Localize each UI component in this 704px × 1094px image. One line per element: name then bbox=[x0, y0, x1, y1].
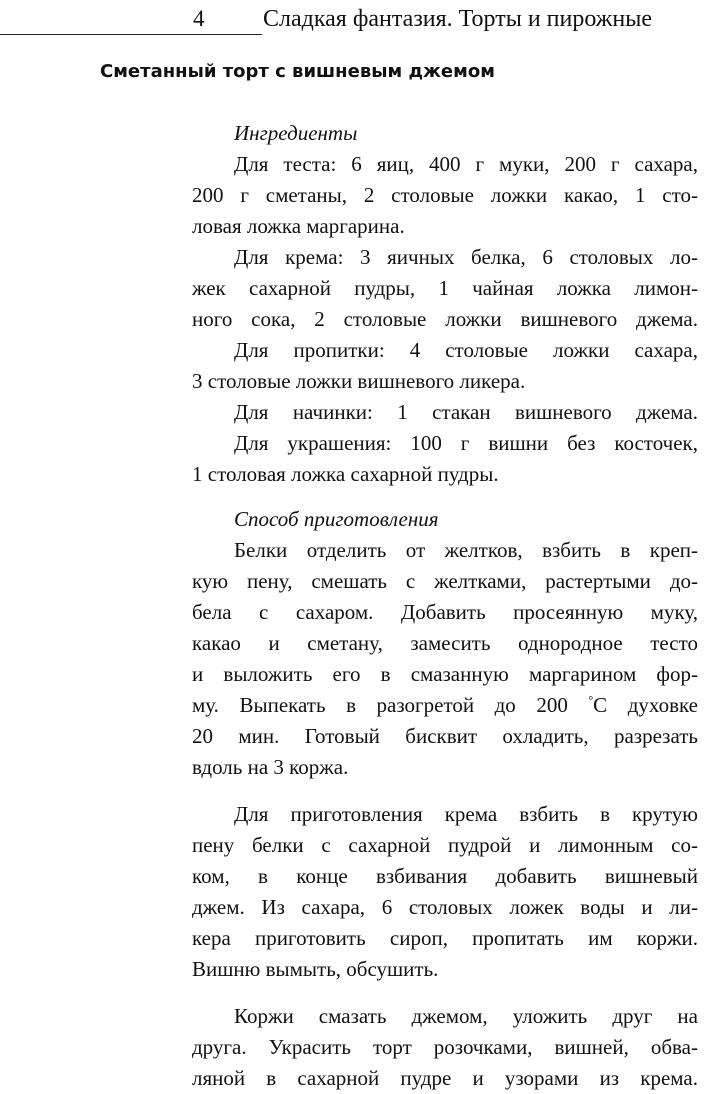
paragraph-line: кера приготовить сироп, пропитать им коржи. bbox=[192, 926, 698, 950]
ingredients-line: Для начинки: 1 стакан вишневого джема. bbox=[234, 400, 698, 424]
header-rule bbox=[0, 34, 262, 35]
ingredients-line: ного сока, 2 столовые ложки вишневого джема. bbox=[192, 307, 698, 331]
ingredients-line: ловая ложка маргарина. bbox=[192, 214, 405, 238]
ingredients-line: жек сахарной пудры, 1 чайная ложка лимон- bbox=[192, 276, 698, 300]
paragraph-line: Вишню вымыть, обсушить. bbox=[192, 957, 439, 981]
paragraph-line: Коржи смазать джемом, уложить друг на bbox=[234, 1004, 698, 1028]
paragraph-line: ляной в сахарной пудре и узорами из крема. bbox=[192, 1066, 698, 1090]
paragraph-line: 20 мин. Готовый бисквит охладить, разрезать bbox=[192, 724, 698, 748]
paragraph-gap bbox=[192, 783, 698, 799]
paragraph-line: пену белки с сахарной пудрой и лимонным со- bbox=[192, 833, 698, 857]
ingredients-line: 200 г сметаны, 2 столовые ложки какао, 1 сто- bbox=[192, 183, 698, 207]
ingredients-line: Для крема: 3 яичных белка, 6 столовых ло- bbox=[234, 245, 698, 269]
ingredients-heading: Ингредиенты bbox=[234, 121, 358, 145]
paragraph-line: Для приготовления крема взбить в крутую bbox=[234, 802, 698, 826]
method-paragraph-1 bbox=[192, 535, 698, 783]
paragraph-line: какао и сметану, замесить однородное тесто bbox=[192, 631, 698, 655]
method-section bbox=[192, 504, 698, 1094]
paragraph-line: кую пену, смешать с желтками, растертыми до- bbox=[192, 569, 698, 593]
ingredients-line: Для пропитки: 4 столовые ложки сахара, bbox=[234, 338, 698, 362]
ingredients-line: 1 столовая ложка сахарной пудры. bbox=[192, 462, 499, 486]
recipe-title: Сметанный торт с вишневым джемом bbox=[100, 61, 495, 82]
method-heading: Способ приготовления bbox=[234, 507, 439, 531]
paragraph-line: и выложить его в смазанную маргарином фор- bbox=[192, 662, 698, 686]
ingredients-section bbox=[192, 118, 698, 490]
paragraph-line: вдоль на 3 коржа. bbox=[192, 755, 349, 779]
running-title: Сладкая фантазия. Торты и пирожные bbox=[263, 6, 652, 32]
temperature-text: му. Выпекать в разогретой до 200 bbox=[192, 693, 568, 717]
page-header bbox=[0, 6, 700, 36]
paragraph-line: Белки отделить от желтков, взбить в креп- bbox=[234, 538, 698, 562]
temperature-tail: С духовке bbox=[593, 693, 699, 717]
page-number: 4 bbox=[193, 6, 205, 31]
degree-mark: ° bbox=[588, 693, 594, 707]
paragraph-line: джем. Из сахара, 6 столовых ложек воды и ли- bbox=[192, 895, 698, 919]
ingredients-line: Для теста: 6 яиц, 400 г муки, 200 г сахара, bbox=[234, 152, 698, 176]
paragraph-gap bbox=[192, 985, 698, 1001]
paragraph-line-with-temperature bbox=[192, 690, 698, 721]
method-paragraph-2 bbox=[192, 799, 698, 985]
ingredients-line: 3 столовые ложки вишневого ликера. bbox=[192, 369, 526, 393]
paragraph-line: ком, в конце взбивания добавить вишневый bbox=[192, 864, 698, 888]
method-paragraph-3 bbox=[192, 1001, 698, 1094]
paragraph-line: бела с сахаром. Добавить просеянную муку, bbox=[192, 600, 698, 624]
ingredients-line: Для украшения: 100 г вишни без косточек, bbox=[234, 431, 698, 455]
paragraph-line: друга. Украсить торт розочками, вишней, обва- bbox=[192, 1035, 698, 1059]
